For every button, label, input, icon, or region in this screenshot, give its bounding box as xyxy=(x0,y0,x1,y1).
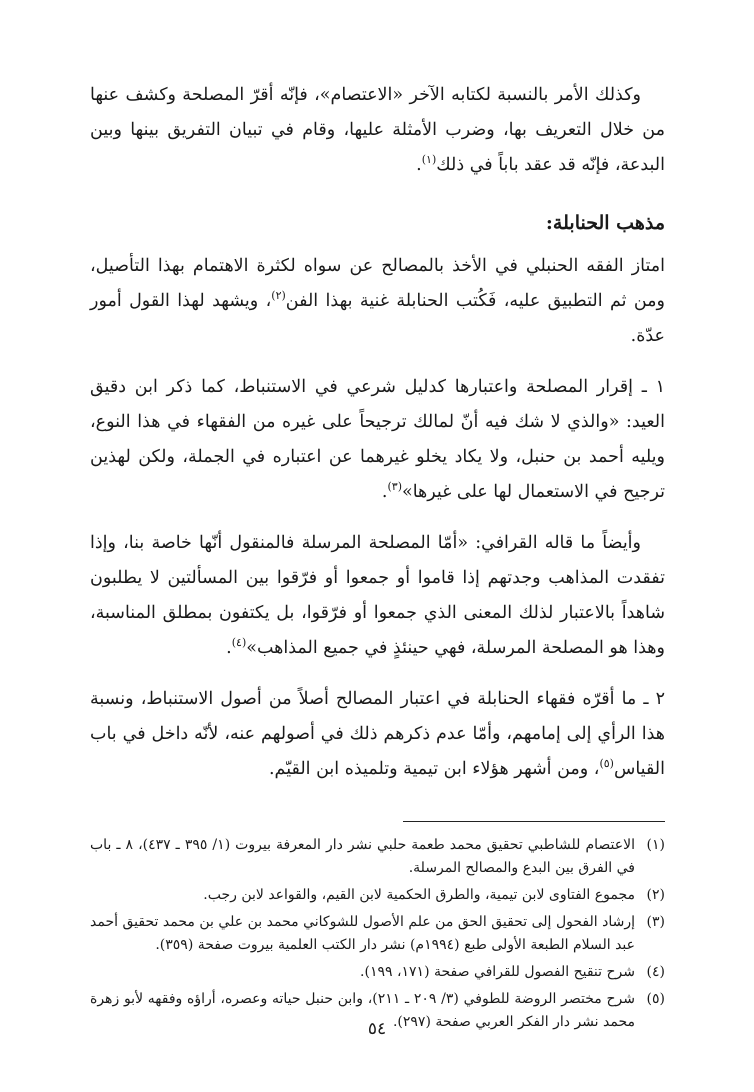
paragraph-1: وكذلك الأمر بالنسبة لكتابه الآخر «الاعتصام»، فإنّه أقرّ المصلحة وكشف عنها من خلال التعريف بها، وضرب الأمثلة عليها، وقام في تبيان التفريق بينها وبين البدعة، فإنّه قد عقد باباً في ذلك$^{(١)}$. xyxy=(90,85,665,175)
paragraph-4-text-a: وأيضاً ما قاله القرافي: «أمّا المصلحة المرسلة فالمنقول أنّها خاصة بنا، وإذا تفقدت المذاهب وجدتهم إذا قاموا أو جمعوا أو فرّقوا بين المسألتين لا يطلبون شاهداً بالاعتبار لذلك المعنى الذي جمعوا أو فرّقوا، بل يكتفون بمطلق المناسبة، وهذا هو المصلحة المرسلة، فهي حينئذٍ في جميع المذاهب» xyxy=(90,533,665,658)
paragraph-5-text-a: ٢ ـ ما أقرّه فقهاء الحنابلة في اعتبار المصالح أصلاً من أصول الاستنباط، ونسبة هذا الرأي إلى إمامهم، وأمّا عدم ذكرهم ذلك في أصولهم عنه، لأنّه داخل في باب القياس xyxy=(90,689,665,779)
footnote-number: (٤) xyxy=(646,964,665,980)
footnote-text: الاعتصام للشاطبي تحقيق محمد طعمة حلبي نشر دار المعرفة بيروت (١/ ٣٩٥ ـ ٤٣٧)، ٨ ـ باب في الفرق بين البدع والمصالح المرسلة. xyxy=(90,837,636,876)
footnote-item xyxy=(90,834,665,880)
paragraph-2-text-b: ، ويشهد لهذا القول أمور عدّة. xyxy=(90,291,665,346)
paragraph-1-text: وكذلك الأمر بالنسبة لكتابه الآخر «الاعتصام»، فإنّه أقرّ المصلحة وكشف عنها من خلال التعريف بها، وضرب الأمثلة عليها، وقام في تبيان التفريق بينها وبين البدعة، فإنّه قد عقد باباً في ذلك xyxy=(90,85,665,175)
footnote-ref-2: (٢) xyxy=(271,289,286,303)
footnote-text: مجموع الفتاوى لابن تيمية، والطرق الحكمية لابن القيم، والقواعد لابن رجب. xyxy=(203,887,635,903)
footnote-number: (١) xyxy=(646,837,665,853)
footnote-ref-1: (١) xyxy=(421,153,437,167)
footnote-text: إرشاد الفحول إلى تحقيق الحق من علم الأصول للشوكاني محمد بن علي بن محمد تحقيق أحمد عبد السلام الطبعة الأولى طبع (١٩٩٤م) نشر دار الكتب العلمية بيروت صفحة (٣٥٩). xyxy=(90,914,635,953)
page-body xyxy=(90,78,665,1038)
paragraph-2 xyxy=(90,249,665,354)
footnote-item xyxy=(90,911,665,957)
footnote-ref-3: (٣) xyxy=(387,480,402,494)
section-heading: مذهب الحنابلة: xyxy=(545,212,665,234)
footnote-number: (٥) xyxy=(646,991,665,1007)
footnote-ref-5: (٥) xyxy=(599,757,614,771)
page-number: ٥٤ xyxy=(367,1019,387,1039)
footnote-item xyxy=(90,884,665,907)
footnotes xyxy=(90,834,665,1034)
footnote-text: شرح مختصر الروضة للطوفي (٣/ ٢٠٩ ـ ٢١١)، وابن حنبل حياته وعصره، أراؤه وفقهه لأبو زهرة محمد نشر دار الفكر العربي صفحة (٢٩٧). xyxy=(90,991,635,1030)
paragraph-5 xyxy=(90,682,665,787)
paragraph-5-text-b: ، ومن أشهر هؤلاء ابن تيمية وتلميذه ابن القيّم. xyxy=(268,759,600,779)
paragraph-3 xyxy=(90,370,665,510)
footnote-separator xyxy=(403,821,665,822)
paragraph-4 xyxy=(90,526,665,666)
paragraph-3-text-a: ١ ـ إقرار المصلحة واعتبارها كدليل شرعي في الاستنباط، كما ذكر ابن دقيق العيد: «والذي لا شك فيه أنّ لمالك ترجيحاً على غيره من الفقهاء في هذا النوع، ويليه أحمد بن حنبل، ولا يكاد يخلو غيرهما عن اعتباره في الجملة، ولكن لهذين ترجيح في الاستعمال لها على غيرها» xyxy=(90,377,665,502)
footnote-item xyxy=(90,961,665,984)
paragraph-3-text-b: . xyxy=(381,482,388,502)
paragraph-4-text-b: . xyxy=(226,638,232,658)
footnote-number: (٢) xyxy=(646,887,665,903)
paragraph-2-text-a: امتاز الفقه الحنبلي في الأخذ بالمصالح عن سواه لكثرة الاهتمام بهذا التأصيل، ومن ثم التطبيق عليه، فَكُتب الحنابلة غنية بهذا الفن xyxy=(90,256,666,311)
footnote-text: شرح تنقيح الفصول للقرافي صفحة (١٧١، ١٩٩). xyxy=(360,964,635,980)
footnote-number: (٣) xyxy=(646,914,665,930)
footnote-ref-4: (٤) xyxy=(231,636,247,650)
